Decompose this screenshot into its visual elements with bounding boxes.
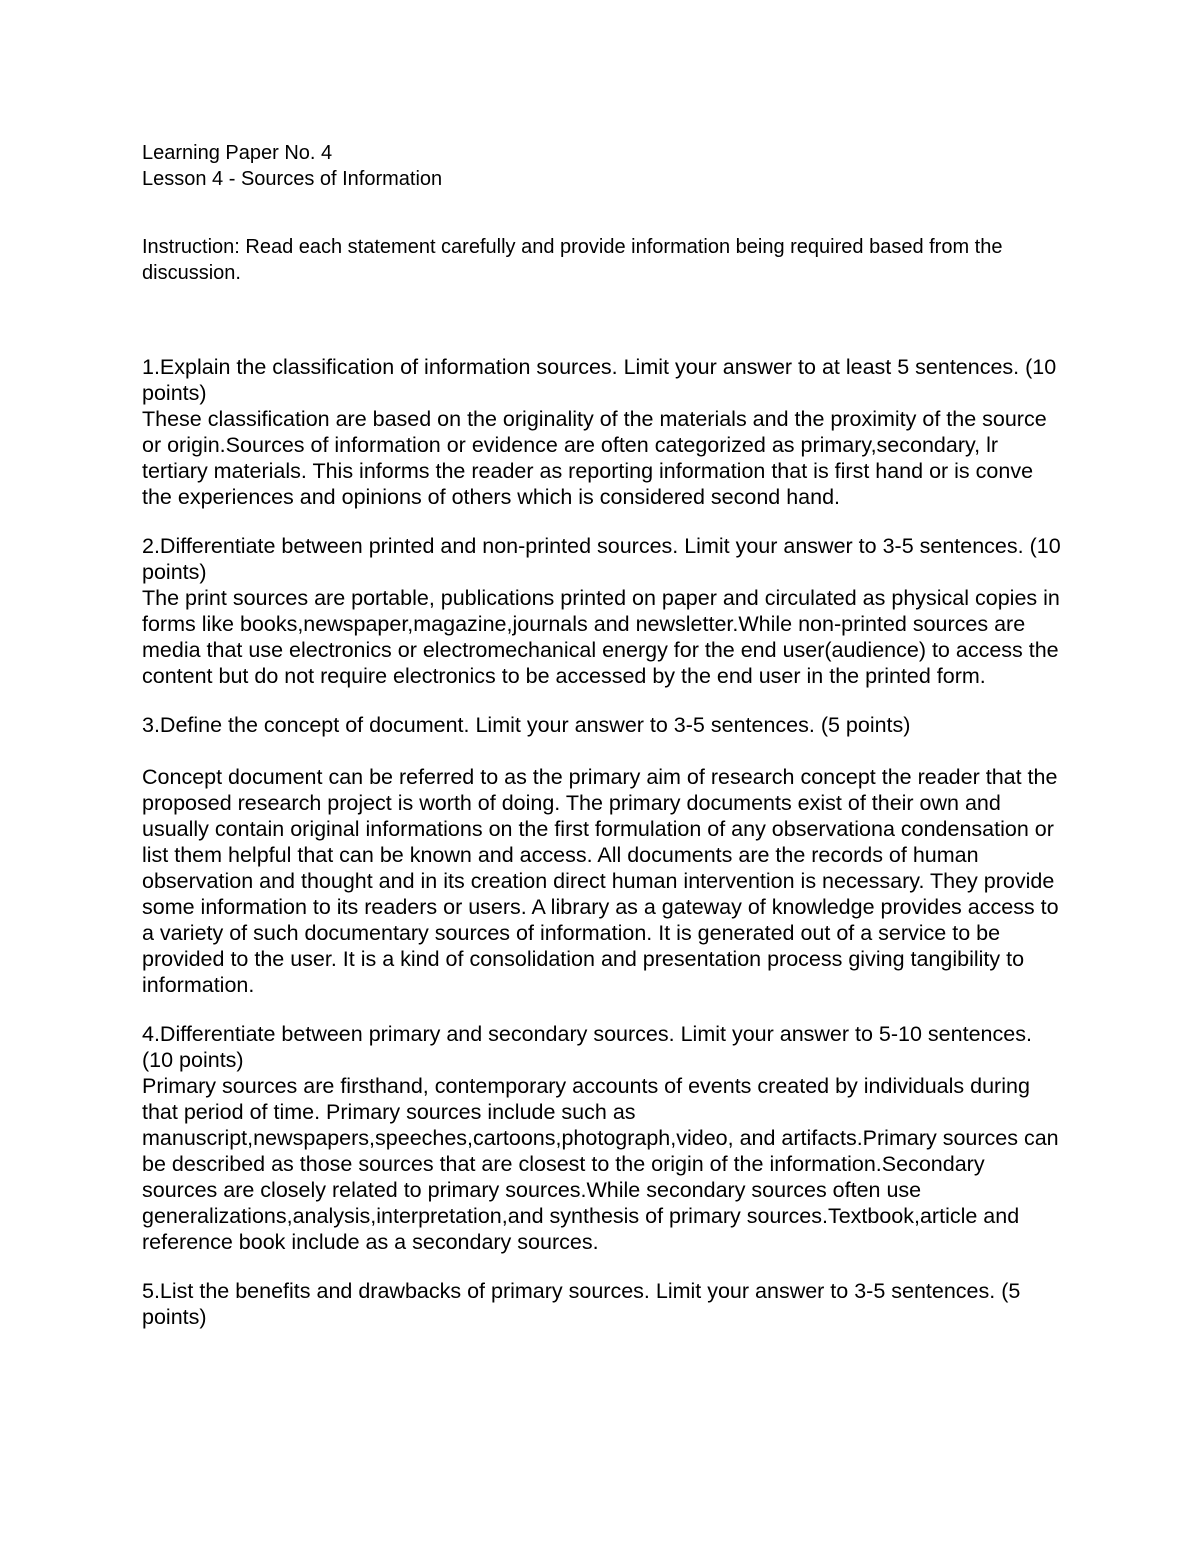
lesson-subtitle: Lesson 4 - Sources of Information — [142, 168, 443, 190]
answer-text: These classification are based on the originality of the materials and the proximity of the source or origin.Sources of information or evidence are often categorized as primary,secondary, lr tertiary materials. This informs the reader as reporting information that is first hand or is conve the experiences and opinions of others which is considered second hand. — [142, 407, 1047, 509]
question-text: 5.List the benefits and drawbacks of primary sources. Limit your answer to 3-5 sentences. (5 points) — [142, 1279, 1021, 1329]
question-text: 1.Explain the classification of information sources. Limit your answer to at least 5 sentences. (10 points) — [142, 355, 1057, 405]
question-block-1 — [142, 354, 1062, 510]
questions-list — [142, 354, 1062, 1330]
document-page — [142, 140, 1062, 1353]
question-block-4 — [142, 1021, 1062, 1255]
answer-text: Primary sources are firsthand, contemporary accounts of events created by individuals during that period of time. Primary sources include such as manuscript,newspapers,speeches,cartoons,photograph,video, and artifacts.Primary sources can be described as those sources that are closest to the origin of the information.Secondary sources are closely related to primary sources.While secondary sources often use generalizations,analysis,interpretation,and synthesis of primary sources.Textbook,article and reference book include as a secondary sources. — [142, 1074, 1059, 1254]
answer-text: The print sources are portable, publications printed on paper and circulated as physical copies in forms like books,newspaper,magazine,journals and newsletter.While non-printed sources are media that use electronics or electromechanical energy for the end user(audience) to access the content but do not require electronics to be accessed by the end user in the printed form. — [142, 586, 1060, 688]
question-block-3 — [142, 712, 1062, 998]
paper-title: Learning Paper No. 4 — [142, 142, 333, 164]
question-text: 3.Define the concept of document. Limit your answer to 3-5 sentences. (5 points) — [142, 713, 911, 737]
question-text: 2.Differentiate between printed and non-printed sources. Limit your answer to 3-5 sentences. (10 points) — [142, 534, 1061, 584]
question-block-5 — [142, 1278, 1062, 1330]
answer-text: Concept document can be referred to as the primary aim of research concept the reader that the proposed research project is worth of doing. The primary documents exist of their own and usually contain original informations on the first formulation of any observationa condensation or list them helpful that can be known and access. All documents are the records of human observation and thought and in its creation direct human intervention is necessary. They provide some information to its readers or users. A library as a gateway of knowledge provides access to a variety of such documentary sources of information. It is generated out of a service to be provided to the user. It is a kind of consolidation and presentation process giving tangibility to information. — [142, 765, 1059, 997]
question-text: 4.Differentiate between primary and secondary sources. Limit your answer to 5-10 sentences. (10 points) — [142, 1022, 1032, 1072]
question-block-2 — [142, 533, 1062, 689]
instruction-text: Instruction: Read each statement carefully and provide information being required based from the discussion. — [142, 236, 1003, 284]
